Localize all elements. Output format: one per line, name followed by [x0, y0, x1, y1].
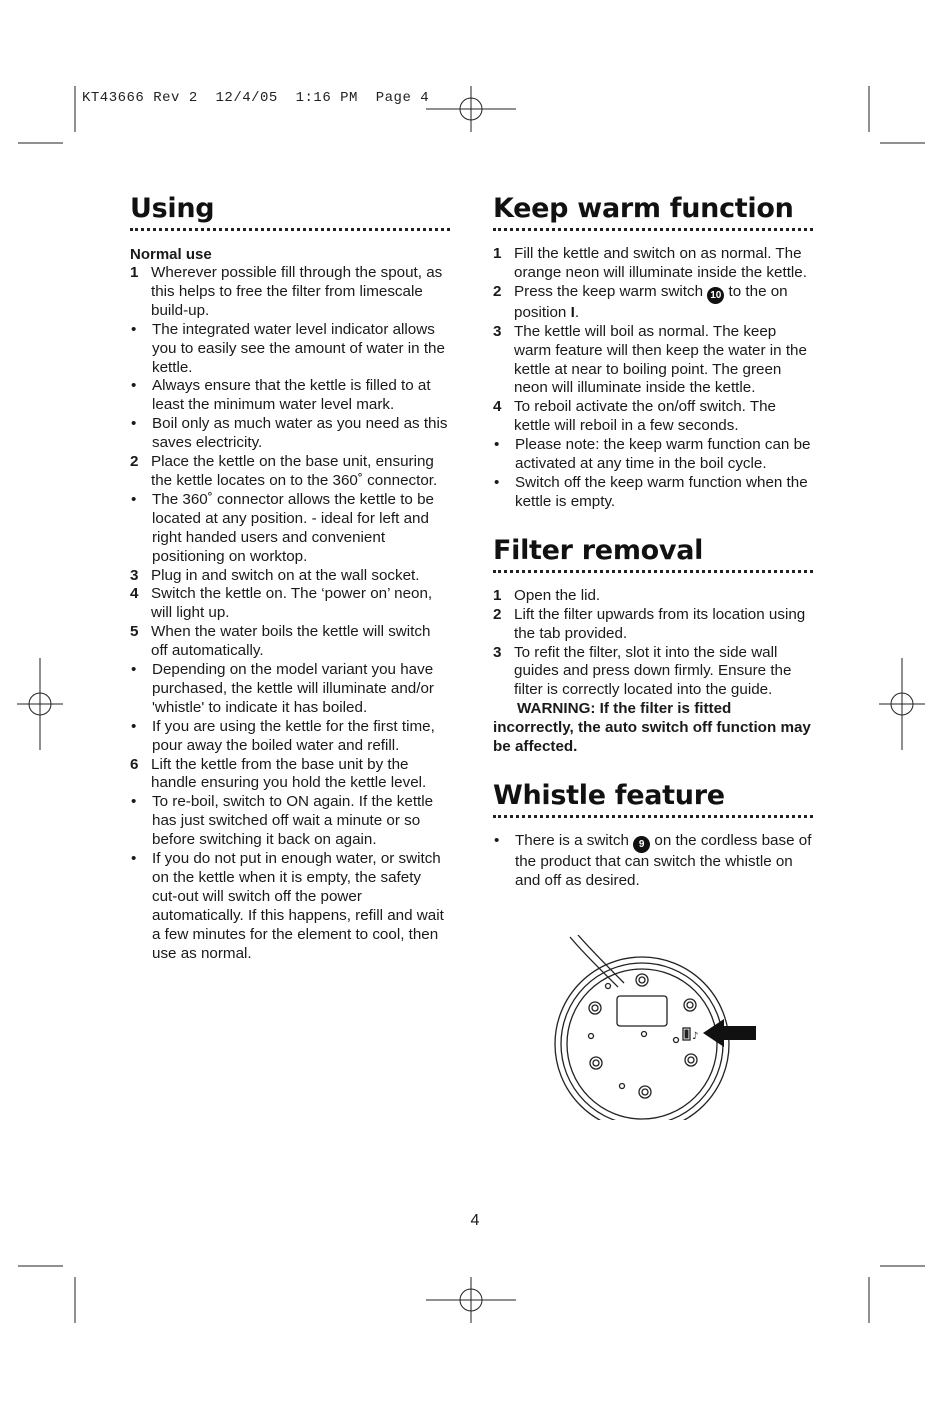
list-item	[493, 606, 813, 644]
whistle-list	[493, 832, 813, 891]
list-text: Press the keep warm switch 10 to the on position I.	[514, 282, 788, 321]
list-item	[130, 585, 450, 623]
filter-warning: WARNING: If the filter is fitted incorrectly, the auto switch off function may be affected.	[493, 700, 811, 756]
list-text: When the water boils the kettle will switch off automatically.	[151, 623, 431, 660]
list-item	[493, 474, 813, 512]
list-item	[130, 264, 450, 321]
page-number: 4	[470, 1212, 480, 1229]
list-text: If you do not put in enough water, or switch on the kettle when it is empty, the safety cut-out will switch off the power automatically. If this happens, refill and wait a few minutes for the element to cool, then use as normal.	[152, 850, 444, 962]
list-text: Lift the kettle from the base unit by the handle ensuring you hold the kettle level.	[151, 755, 427, 792]
list-item	[493, 436, 813, 474]
callout-badge-9: 9	[633, 836, 650, 853]
list-text: Depending on the model variant you have purchased, the kettle will illuminate and/or 'whistle' to indicate it has boiled.	[152, 661, 434, 716]
list-text: Please note: the keep warm function can be activated at any time in the boil cycle.	[515, 436, 811, 473]
list-text: Switch off the keep warm function when the kettle is empty.	[515, 473, 808, 510]
whistle-switch-icon	[685, 1030, 689, 1039]
keep-warm-section	[493, 190, 813, 512]
list-marker: 6	[130, 755, 139, 773]
list-text: Always ensure that the kettle is filled to at least the minimum water level mark.	[152, 377, 431, 414]
list-text: To re-boil, switch to ON again. If the kettle has just switched off wait a minute or so before switching it back on again.	[152, 793, 434, 849]
right-column	[493, 190, 813, 891]
using-section	[130, 190, 450, 964]
list-item	[493, 245, 813, 283]
callout-badge-10: 10	[707, 287, 724, 304]
list-marker: 2	[130, 453, 139, 471]
list-text: The integrated water level indicator allows you to easily see the amount of water in the kettle.	[152, 320, 445, 376]
list-text: Boil only as much water as you need as this saves electricity.	[152, 415, 448, 452]
list-item	[493, 644, 813, 701]
list-marker: •	[131, 490, 137, 508]
list-text: There is a switch 9 on the cordless base of the product that can switch the whistle on and off as desired.	[515, 831, 812, 889]
list-marker: •	[131, 415, 137, 433]
whistle-heading: Whistle feature	[493, 779, 725, 811]
registration-mark-bottom	[426, 1277, 516, 1323]
list-item	[130, 491, 450, 567]
list-marker: •	[131, 717, 137, 735]
list-marker: •	[131, 320, 137, 338]
list-item	[493, 323, 813, 399]
list-text: Fill the kettle and switch on as normal. The orange neon will illuminate inside the kettle.	[514, 245, 807, 281]
list-marker: 1	[493, 245, 502, 262]
list-item	[130, 661, 450, 718]
list-marker: 3	[493, 322, 502, 340]
list-item	[493, 398, 813, 436]
list-item	[130, 377, 450, 415]
keep-warm-heading: Keep warm function	[493, 193, 794, 224]
list-text: The kettle will boil as normal. The keep warm feature will then keep the water in the kettle at near to boiling point. The green neon will illuminate inside the kettle.	[514, 322, 807, 397]
list-item	[130, 321, 450, 378]
list-marker: •	[131, 661, 137, 679]
filter-removal-heading: Filter removal	[493, 534, 704, 566]
list-marker: 1	[130, 264, 139, 281]
svg-text:♪: ♪	[692, 1031, 699, 1042]
list-marker: •	[131, 793, 137, 811]
heading-divider	[493, 570, 813, 573]
list-marker: •	[494, 436, 500, 454]
normal-use-subheading: Normal use	[130, 246, 212, 263]
list-marker: 3	[130, 566, 139, 584]
list-text: Switch the kettle on. The ‘power on’ neon, will light up.	[151, 585, 433, 622]
list-marker: 2	[493, 282, 502, 300]
heading-divider	[493, 815, 813, 818]
print-slug: KT43666 Rev 2 12/4/05 1:16 PM Page 4	[82, 90, 430, 106]
list-item	[130, 756, 450, 794]
list-marker: •	[494, 473, 500, 491]
keep-warm-list-continued	[493, 323, 813, 512]
list-text: The 360˚ connector allows the kettle to be located at any position. - ideal for left and right handed users and convenient positioning on worktop.	[152, 490, 434, 565]
list-text: Place the kettle on the base unit, ensuring the kettle locates on to the 360˚ connector.	[151, 453, 438, 489]
registration-mark-top	[426, 86, 516, 132]
list-marker: 5	[130, 623, 139, 641]
list-marker: 1	[493, 586, 502, 604]
list-text: Plug in and switch on at the wall socket.	[151, 566, 420, 584]
list-item	[130, 415, 450, 453]
list-text: To refit the filter, slot it into the side wall guides and press down firmly. Ensure the filter is correctly located into the guide.	[514, 643, 792, 699]
heading-divider	[493, 228, 813, 231]
keep-warm-list	[493, 245, 813, 323]
list-marker: 4	[130, 585, 139, 603]
using-list	[130, 264, 450, 964]
list-marker: 3	[493, 643, 502, 661]
list-text: Open the lid.	[514, 586, 601, 604]
list-item	[130, 718, 450, 756]
list-item	[130, 623, 450, 661]
list-text: To reboil activate the on/off switch. The kettle will reboil in a few seconds.	[514, 398, 776, 435]
list-item	[130, 793, 450, 850]
heading-divider	[130, 228, 450, 231]
list-item	[493, 283, 813, 323]
list-item	[130, 567, 450, 586]
filter-list	[493, 587, 813, 700]
whistle-section	[493, 777, 813, 891]
list-item	[493, 587, 813, 606]
list-text: Wherever possible fill through the spout, as this helps to free the filter from limescale build-up.	[151, 264, 443, 319]
list-marker: •	[131, 850, 137, 868]
list-marker: 2	[493, 605, 502, 623]
list-text: Lift the filter upwards from its location using the tab provided.	[514, 605, 806, 642]
list-marker: •	[131, 377, 137, 395]
list-item	[493, 832, 813, 891]
using-heading: Using	[130, 193, 215, 224]
base-unit-illustration	[540, 935, 770, 1120]
list-text: If you are using the kettle for the first time, pour away the boiled water and refill.	[152, 717, 435, 754]
list-marker: 4	[493, 398, 502, 416]
filter-removal-section	[493, 532, 813, 757]
list-marker: •	[494, 831, 500, 849]
list-item	[130, 850, 450, 963]
list-item	[130, 453, 450, 491]
